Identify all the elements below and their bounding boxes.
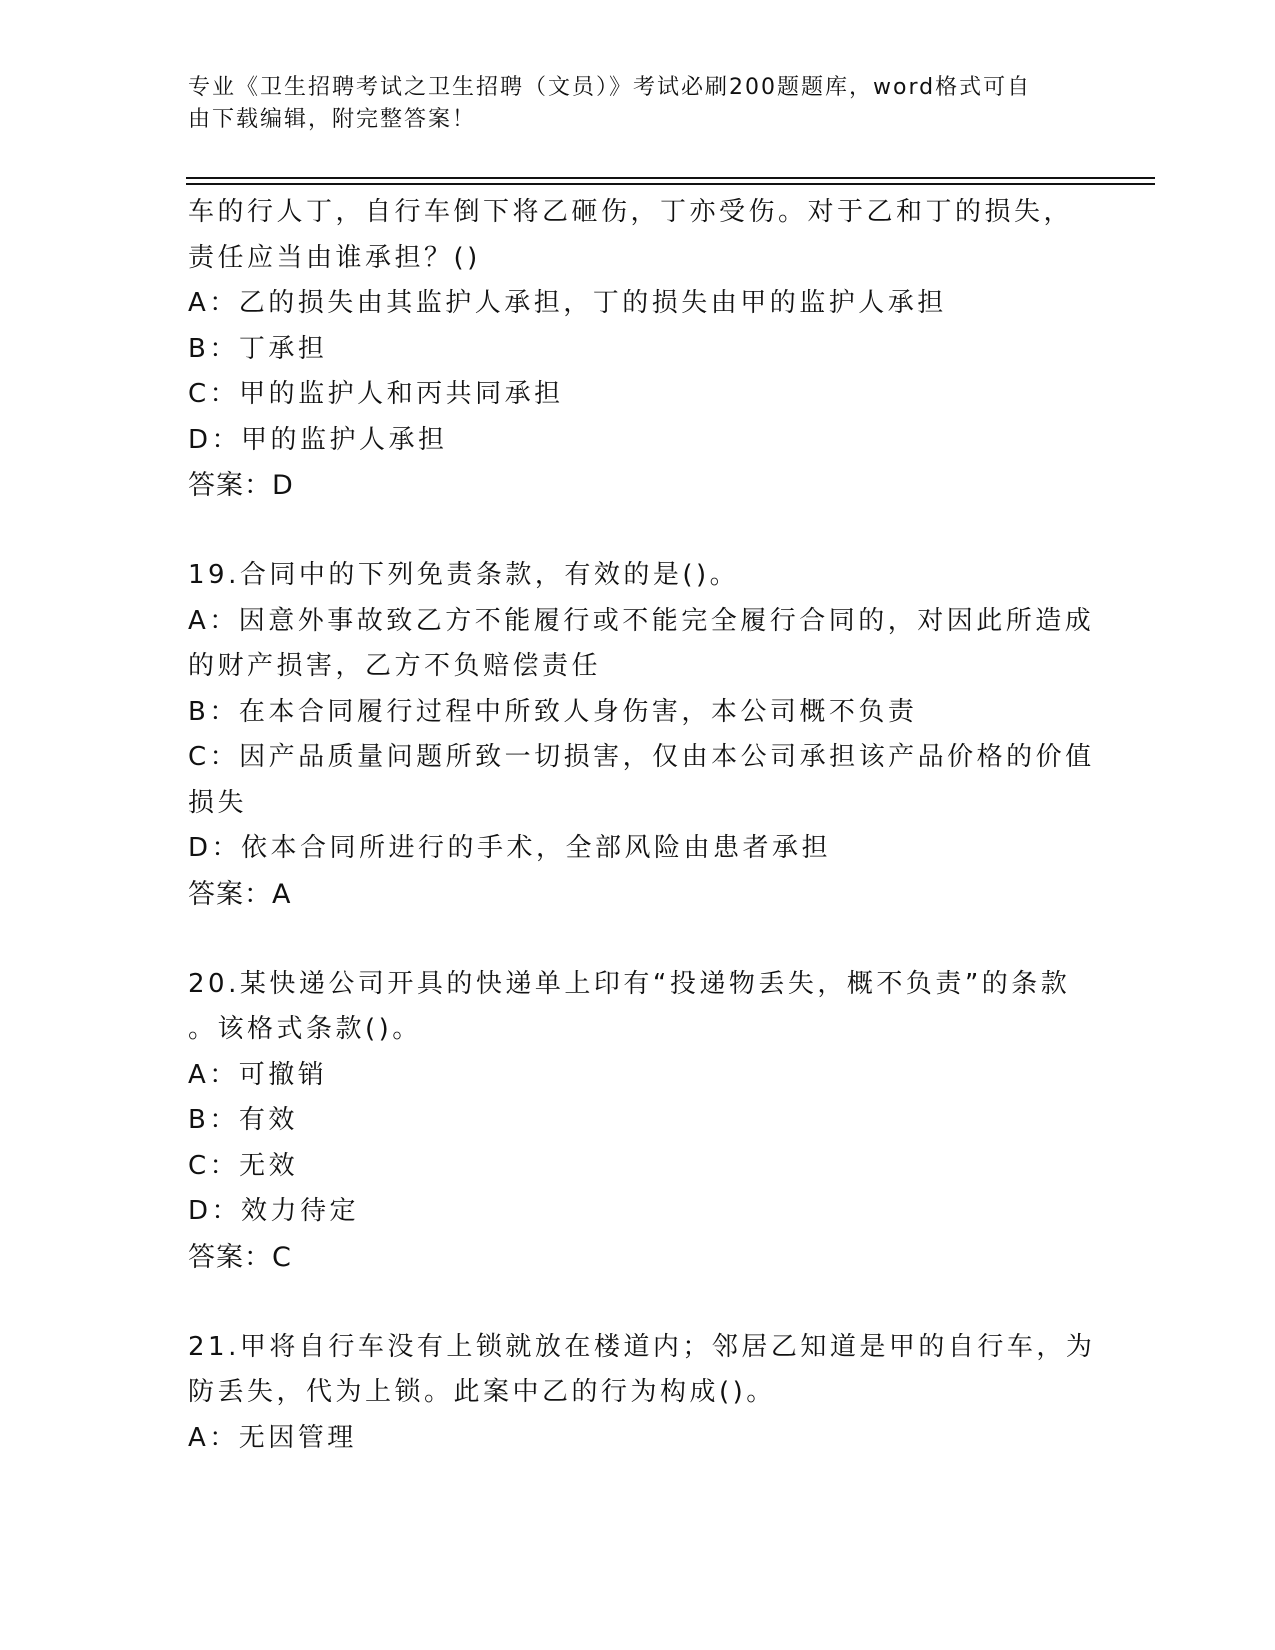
option-c: C：无效: [188, 1150, 299, 1181]
question-list: [188, 190, 1096, 1461]
question-19: [188, 553, 1095, 918]
answer-label: 答案：C: [188, 1241, 292, 1273]
question-text: 。该格式条款()。: [188, 1014, 422, 1044]
option-c: C：因产品质量问题所致一切损害，仅由本公司承担该产品价格的价值: [188, 742, 1095, 772]
option-a-continued: 的财产损害，乙方不负赔偿责任: [188, 651, 602, 681]
question-text: 19.合同中的下列免责条款，有效的是()。: [188, 560, 740, 590]
question-spacer: [188, 1281, 1078, 1325]
question-text: 20.某快递公司开具的快递单上印有“投递物丢失，概不负责”的条款: [188, 968, 1071, 999]
document-header: [188, 72, 1088, 136]
option-a: A：无因管理: [188, 1422, 357, 1453]
question-text: 责任应当由谁承担？(): [188, 242, 481, 273]
option-d: D：依本合同所进行的手术，全部风险由患者承担: [188, 833, 832, 863]
option-a: A：乙的损失由其监护人承担，丁的损失由甲的监护人承担: [188, 288, 947, 318]
option-c-continued: 损失: [188, 787, 248, 818]
answer-label: 答案：A: [188, 878, 292, 910]
question-18: [188, 190, 1078, 509]
question-text: 车的行人丁，自行车倒下将乙砸伤，丁亦受伤。对于乙和丁的损失，: [188, 197, 1074, 227]
option-b: B：有效: [188, 1105, 298, 1135]
answer-label: 答案：D: [188, 470, 294, 501]
question-21: [188, 1325, 1096, 1462]
option-d: D：效力待定: [188, 1196, 360, 1226]
question-spacer: [188, 918, 1078, 962]
option-b: B：在本合同履行过程中所致人身伤害，本公司概不负责: [188, 696, 918, 727]
option-b: B：丁承担: [188, 333, 328, 364]
option-a: A：因意外事故致乙方不能履行或不能完全履行合同的，对因此所造成: [188, 605, 1095, 636]
question-text: 防丢失，代为上锁。此案中乙的行为构成()。: [188, 1377, 776, 1407]
question-spacer: [188, 509, 1078, 553]
option-d: D：甲的监护人承担: [188, 424, 448, 455]
option-c: C：甲的监护人和丙共同承担: [188, 379, 564, 409]
question-text: 21.甲将自行车没有上锁就放在楼道内；邻居乙知道是甲的自行车，为: [188, 1331, 1096, 1362]
header-line-1: 专业《卫生招聘考试之卫生招聘（文员）》考试必刷200题题库，word格式可自: [188, 75, 1032, 100]
header-rule-top: [186, 177, 1155, 179]
question-20: [188, 962, 1078, 1281]
header-line-2: 由下载编辑，附完整答案！: [188, 107, 477, 132]
option-a: A：可撤销: [188, 1059, 328, 1090]
header-rule-bottom: [186, 183, 1155, 185]
